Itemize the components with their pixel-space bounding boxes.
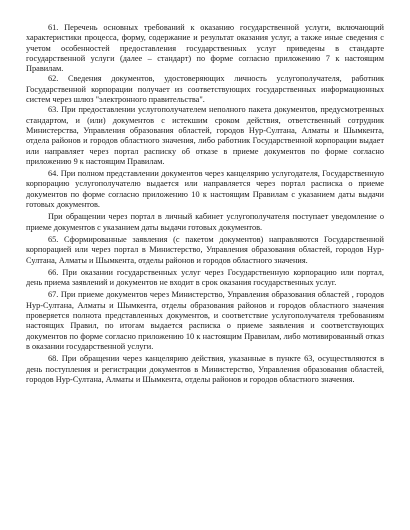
paragraph-65: 65. Сформированные заявления (с пакетом документов) направляются Государственной корпорацией или через портал в Министерство, Управления образования областей, городов Нур-Султана, Алматы и Шымкента, отделы районов и городов областного значения.: [26, 234, 384, 265]
paragraph-63: 63. При предоставлении услугополучателем неполного пакета документов, предусмотренных стандартом, и (или) документов с истекшим сроком действия, ответственный сотрудник Министерства, Управления образования областей, городов Нур-Султана, Алматы и Шымкента, отдела районов и городов областного значения, либо работник Государственной корпорации выдает или направляет через портал расписку об отказе в приеме документов по форме согласно приложению 9 к настоящим Правилам.: [26, 105, 384, 166]
paragraph-67: 67. При приеме документов через Министерство, Управления образования областей , городов Нур-Султана, Алматы и Шымкента, отделы образования районов и городов областного значения проверяется полнота представленных документов, и соответствие услугополучателя требованиям настоящих Правил, по итогам выдается расписка о приеме заявления и соответствующих документов по форме согласно приложению 10 к настоящим Правилам, либо мотивированный отказ в оказании государственной услуги.: [26, 290, 384, 351]
paragraph-68: 68. При обращении через канцелярию действия, указанные в пункте 63, осуществляются в день поступления и регистрации документов в Министерство, Управления образования областей, городов Нур-Султана, Алматы и Шымкента, отделы районов и городов областного значения.: [26, 354, 384, 384]
paragraph-61: 61. Перечень основных требований к оказанию государственной услуги, включающий характеристики процесса, форму, содержание и результат оказания услуг, а также иные сведения с учетом особенностей предоставления государственных услуг приведены в стандарте государственной услуги (далее – стандарт) по форме согласно приложению 7 к настоящим Правилам.: [26, 23, 384, 74]
paragraph-62: 62. Сведения документов, удостоверяющих личность услугополучателя, работник Государственной корпорации получает из соответствующих государственных информационных систем через шлюз "электронного правительства".: [26, 74, 384, 105]
paragraph-64-portal: При обращении через портал в личный кабинет услугополучателя поступает уведомление о приеме документов с указанием даты выдачи готовых документов.: [26, 212, 384, 232]
paragraph-64: 64. При полном представлении документов через канцелярию услугодателя, Государственную корпорацию услугополучателю выдается или направляется через портал расписка о приеме документов по форме согласно приложению 10 к настоящим Правилам с указанием даты выдачи готовых документов.: [26, 169, 384, 210]
paragraph-66: 66. При оказании государственных услуг через Государственную корпорацию или портал, день приема заявлений и документов не входит в срок оказания государственных услуг.: [26, 267, 384, 288]
